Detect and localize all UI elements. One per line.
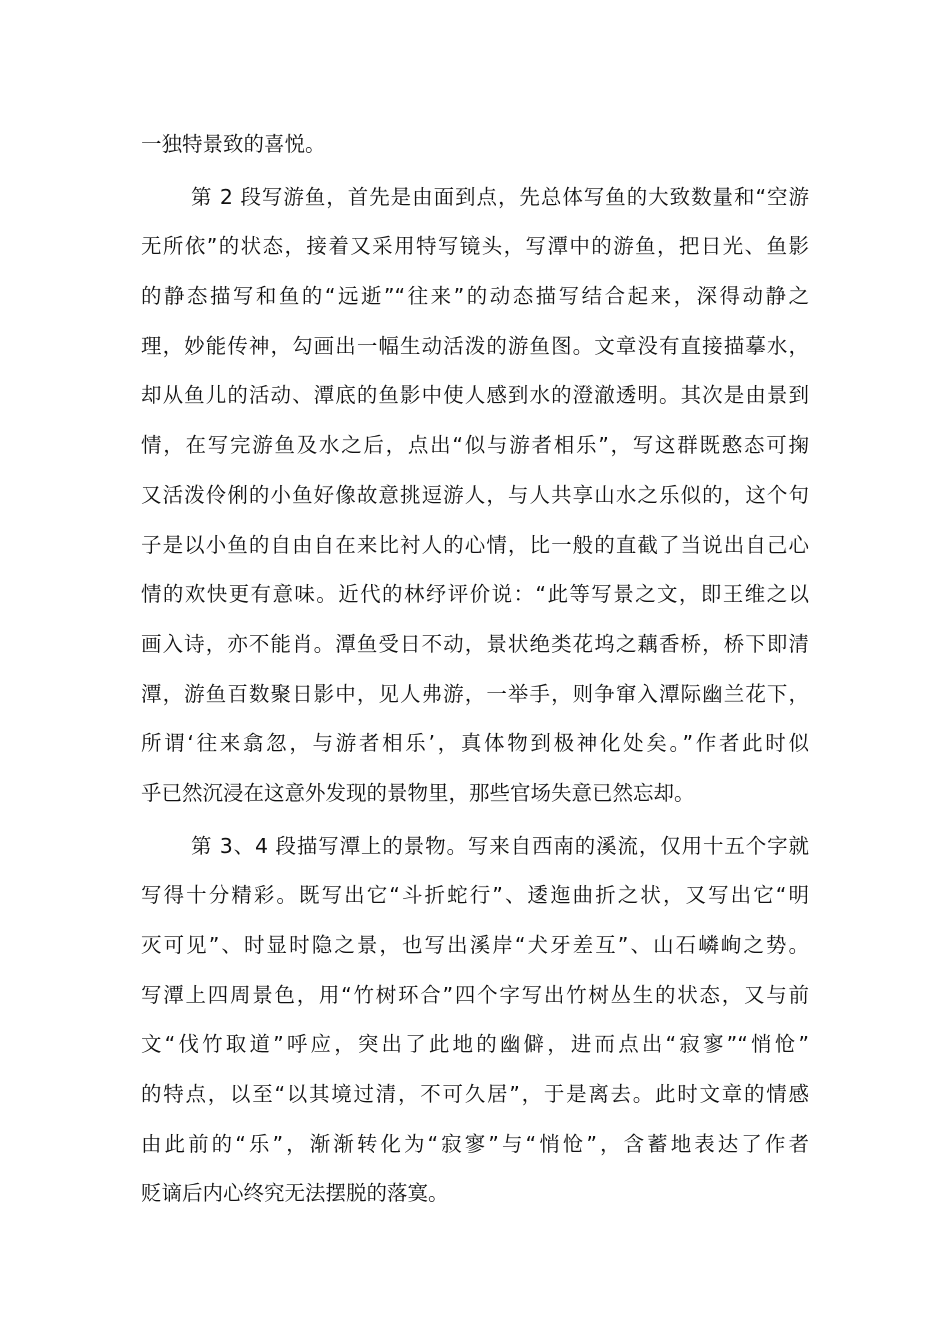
text-line: 所谓‘往来翕忽，与游者相乐’，真体物到极神化处矣。”作者此时似 xyxy=(141,731,809,756)
text-line: 的特点，以至“以其境过清，不可久居”，于是离去。此时文章的情感 xyxy=(141,1082,809,1107)
text-line: 一独特景致的喜悦。 xyxy=(141,132,326,156)
text-line: 情的欢快更有意味。近代的林纾评价说：“此等写景之文，即王维之以 xyxy=(141,582,809,607)
text-line: 无所依”的状态，接着又采用特写镜头，写潭中的游鱼，把日光、鱼影 xyxy=(141,234,809,259)
text-line: 理，妙能传神，勾画出一幅生动活泼的游鱼图。文章没有直接描摹水， xyxy=(141,333,809,358)
text-line: 写潭上四周景色，用“竹树环合”四个字写出竹树丛生的状态，又与前 xyxy=(141,982,809,1007)
text-line: 灭可见”、时显时隐之景，也写出溪岸“犬牙差互”、山石嶙峋之势。 xyxy=(141,933,809,957)
text-line: 文“伐竹取道”呼应，突出了此地的幽僻，进而点出“寂寥”“悄怆” xyxy=(141,1032,809,1057)
text-line: 的静态描写和鱼的“远逝”“往来”的动态描写结合起来，深得动静之 xyxy=(141,284,809,309)
document-body xyxy=(141,120,809,1219)
text-line: 子是以小鱼的自由自在来比衬人的心情，比一般的直截了当说出自己心 xyxy=(141,532,809,557)
text-line: 贬谪后内心终究无法摆脱的落寞。 xyxy=(141,1181,449,1206)
text-line: 又活泼伶俐的小鱼好像故意挑逗游人，与人共享山水之乐似的，这个句 xyxy=(141,482,809,507)
text-line: 写得十分精彩。既写出它“斗折蛇行”、逶迤曲折之状，又写出它“明 xyxy=(141,883,809,908)
text-line: 潭，游鱼百数聚日影中，见人弗游，一举手，则争窜入潭际幽兰花下， xyxy=(141,681,809,706)
paragraph-2 xyxy=(141,173,809,819)
text-line: 乎已然沉浸在这意外发现的景物里，那些官场失意已然忘却。 xyxy=(141,780,695,805)
text-line: 却从鱼儿的活动、潭底的鱼影中使人感到水的澄澈透明。其次是由景到 xyxy=(141,383,809,408)
text-line: 画入诗，亦不能肖。潭鱼受日不动，景状绝类花坞之藕香桥，桥下即清 xyxy=(141,631,809,656)
text-line: 第 3、4 段描写潭上的景物。写来自西南的溪流，仅用十五个字就 xyxy=(191,833,809,858)
text-line: 由此前的“乐”，渐渐转化为“寂寥”与“悄怆”，含蓄地表达了作者 xyxy=(141,1131,809,1156)
paragraph-1 xyxy=(141,120,809,170)
paragraph-3 xyxy=(141,822,809,1220)
text-line: 第 2 段写游鱼，首先是由面到点，先总体写鱼的大致数量和“空游 xyxy=(191,184,809,209)
text-line: 情，在写完游鱼及水之后，点出“似与游者相乐”，写这群既憨态可掬 xyxy=(141,433,809,458)
